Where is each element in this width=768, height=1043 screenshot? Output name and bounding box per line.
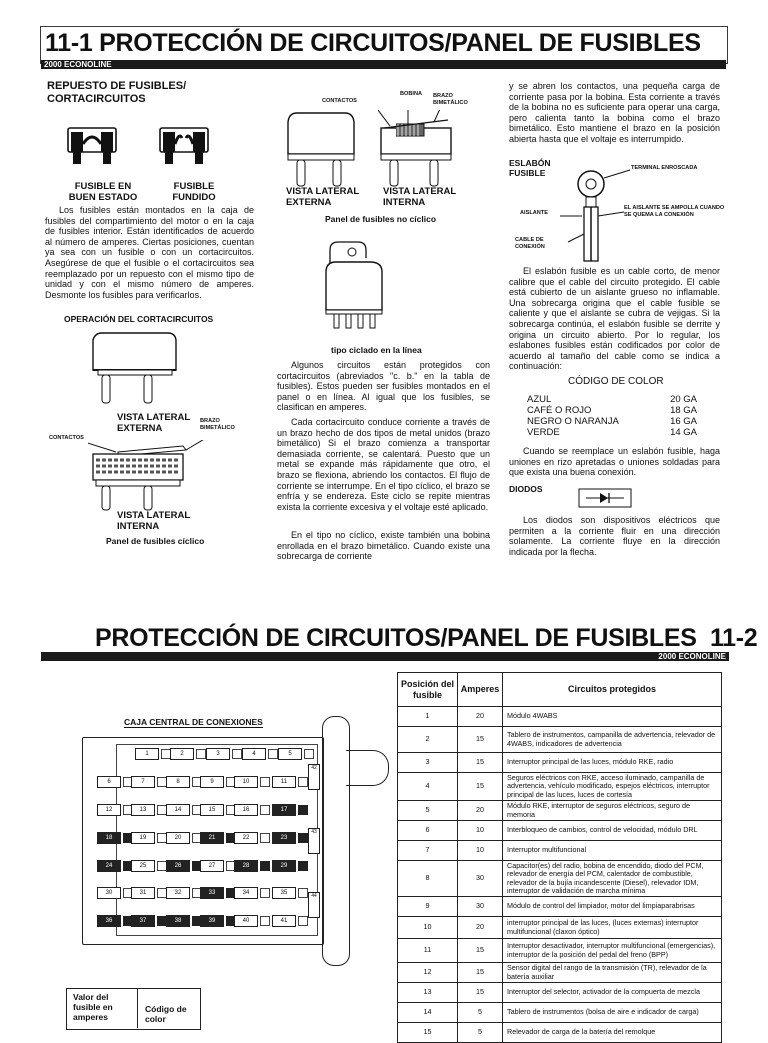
fuse-slot: 27: [200, 860, 224, 872]
fuse-circuits-cell: Relevador de carga de la batería del remolque: [503, 1023, 722, 1043]
fuse-slot: 41: [272, 915, 296, 927]
legend-divider: [137, 988, 138, 1028]
fuse-table-row: [398, 841, 722, 861]
fuse-amperes-cell: 15: [458, 983, 503, 1003]
fuse-slot: 37: [131, 915, 155, 927]
color-row: [524, 405, 700, 416]
fuse-slot: 24: [97, 860, 121, 872]
fuse-color-block: [268, 749, 278, 759]
fuse-circuits-cell: Módulo RKE, interruptor de seguros eléctricos, seguro de memoria: [503, 801, 722, 821]
color-name: VERDE: [527, 427, 560, 438]
fuse-replacement-heading: REPUESTO DE FUSIBLES/ CORTACIRCUITOS: [47, 80, 187, 105]
fuse-color-block: [304, 749, 314, 759]
fuse-color-block: [196, 749, 206, 759]
diodes-paragraph: Los diodos son dispositivos eléctricos que permiten a la corriente fluir en una dirección solamente. La corriente fluye en la dirección indicada por la flecha.: [509, 515, 720, 557]
color-row: [524, 416, 700, 427]
fuse-slot: 40: [234, 915, 258, 927]
fuse-color-block: [260, 916, 270, 926]
fuse-circuits-cell: Módulo 4WABS: [503, 707, 722, 727]
fuse-slot: 39: [200, 915, 224, 927]
fuse-amperes-cell: 30: [458, 897, 503, 917]
fuse-slot: 10: [234, 776, 258, 788]
fuse-position-cell: 11: [398, 939, 458, 963]
fuse-table-row: [398, 821, 722, 841]
fuse-amperes-cell: 20: [458, 917, 503, 939]
fuse-table-row: [398, 917, 722, 939]
header-circuits: Circuitos protegidos: [503, 673, 722, 707]
fuse-circuits-cell: Módulo de control del limpiador, motor del limpiaparabrisas: [503, 897, 722, 917]
fuse-circuits-cell: Interruptor del selector, activador de la compuerta de mezcla: [503, 983, 722, 1003]
fuse-amperes-cell: 10: [458, 841, 503, 861]
inline-breaker-illustration: [322, 238, 386, 330]
header-position: Posición del fusible: [398, 673, 458, 707]
fuse-table-row: [398, 1003, 722, 1023]
cyclic-ext-label: VISTA LATERAL EXTERNA: [117, 412, 191, 434]
blister-label: EL AISLANTE SE AMPOLLA CUANDO SE QUEMA LA CONEXIÓN: [624, 205, 725, 218]
noncyclic-contacts-label: CONTACTOS: [322, 98, 357, 104]
fuse-slot: 8: [166, 776, 190, 788]
cyclic-panel-caption: Panel de fusibles cíclico: [106, 536, 205, 546]
diodes-heading: DIODOS: [509, 484, 543, 494]
fuse-blown-label: FUSIBLE FUNDIDO: [172, 181, 216, 203]
fuse-circuits-cell: Interruptor principal de las luces, módulo RKE, radio: [503, 753, 722, 773]
fuse-color-block: [298, 916, 308, 926]
fuse-position-cell: 12: [398, 963, 458, 983]
fuse-amperes-cell: 15: [458, 963, 503, 983]
fuse-slot: 25: [131, 860, 155, 872]
fuse-slot: 14: [166, 804, 190, 816]
fuse-position-cell: 14: [398, 1003, 458, 1023]
fuse-table-row: [398, 801, 722, 821]
fuse-slot: 36: [97, 915, 121, 927]
color-name: CAFÉ O ROJO: [527, 405, 592, 416]
fuse-table-row: [398, 707, 722, 727]
fuse-slot: 21: [200, 832, 224, 844]
legend-amperes-label: Valor del fusible en amperes: [73, 992, 113, 1022]
fuse-table-row: [398, 861, 722, 897]
fuse-blown-illustration: [157, 126, 213, 166]
side-fuse-43: [308, 828, 320, 854]
fuse-slot: 15: [200, 804, 224, 816]
side-fuse-number: 42: [311, 765, 317, 771]
fuse-slot: 18: [97, 832, 121, 844]
fuse-slot: 11: [272, 776, 296, 788]
cable-label: CABLE DE CONEXIÓN: [515, 237, 545, 250]
fuse-slot: 34: [234, 887, 258, 899]
fuse-amperes-cell: 15: [458, 939, 503, 963]
noncyclic-internal-view: [378, 110, 454, 188]
fuse-circuits-cell: Interruptor desactivador, interruptor multifuncional (emergencias), interruptor de la posición del pedal del freno (BPP): [503, 939, 722, 963]
diode-symbol-icon: [578, 488, 632, 508]
fuse-position-cell: 8: [398, 861, 458, 897]
fuse-position-cell: 3: [398, 753, 458, 773]
fuse-position-cell: 5: [398, 801, 458, 821]
breaker-paragraph-1: Algunos circuitos están protegidos con cortacircuitos (abreviados "c. b." en la tabla de fusibles). Estos pueden ser fusibles montados en el panel o en línea. Al igual que los fusibles, se clasifican en amperes.: [277, 360, 490, 413]
fuse-color-block: [260, 805, 270, 815]
fuse-color-block: [298, 777, 308, 787]
fuse-table-header: [398, 673, 722, 707]
noncyclic-bimetal-label: BRAZO BIMETÁLICO: [433, 93, 468, 106]
fuse-slot: 26: [166, 860, 190, 872]
fuse-slot: 6: [97, 776, 121, 788]
fuse-amperes-cell: 10: [458, 821, 503, 841]
fuse-table-row: [398, 963, 722, 983]
fuse-amperes-cell: 15: [458, 773, 503, 801]
color-row: [524, 427, 700, 438]
cyclic-int-label: VISTA LATERAL INTERNA: [117, 510, 191, 532]
fuse-position-cell: 4: [398, 773, 458, 801]
color-code-heading: CÓDIGO DE COLOR: [568, 376, 664, 387]
fuse-table-row: [398, 897, 722, 917]
side-fuse-number: 43: [311, 829, 317, 835]
fuse-position-cell: 7: [398, 841, 458, 861]
coil-paragraph: y se abren los contactos, una pequeña carga de corriente pasa por la bobina. Esta corriente a través de la bobina no es suficiente para operar una carga, pero calienta tanto la bobina como el brazo bimetálico. Esto mantiene el brazo en la posición abierta hasta que el voltaje es interrumpido.: [509, 81, 720, 144]
fuse-slot: 30: [97, 887, 121, 899]
fuse-amperes-cell: 15: [458, 753, 503, 773]
fuse-slot: 5: [278, 748, 302, 760]
fuse-position-cell: 9: [398, 897, 458, 917]
color-gauge: 18 GA: [670, 405, 697, 416]
fuse-amperes-cell: 5: [458, 1023, 503, 1043]
fusible-link-paragraph: El eslabón fusible es un cable corto, de menor calibre que el cable del circuito protegido. El cable está cubierto de un aislante grueso no inflamable. Una sobrecarga origina que el cable fusible se caliente y que el aislante se cubra de vejigas. Si la sobrecarga continúa, el eslabón fusible se derrite y origina un circuito abierto. Por lo regular, los eslabones fusibles están codificados por color de acuerdo al tamaño del cable como se indica a continuación:: [509, 266, 720, 372]
fuse-color-block: [298, 833, 308, 843]
fuse-circuits-cell: Interruptor multifuncional: [503, 841, 722, 861]
breaker-paragraph-2: Cada cortacircuito conduce corriente a través de un brazo hecho de dos tipos de metal unidos (brazo bimetálico) Si el brazo comienza a transportar demasiada corriente, se calentará. Puesto que un metal se expande más rápidamente que otro, el brazo se flexiona, abriendo los contactos. El flujo de corriente se interrumpe. En el tipo cíclico, el brazo se enfría y se endereza. Este ciclo se repite mientras exista la corriente excesiva y el voltaje esté aplicado.: [277, 417, 490, 512]
fuse-color-block: [260, 777, 270, 787]
fuse-circuits-cell: Tablero de instrumentos (bolsa de aire e indicador de carga): [503, 1003, 722, 1023]
fuse-slot: 32: [166, 887, 190, 899]
fuse-table-row: [398, 983, 722, 1003]
fuse-color-block: [298, 861, 308, 871]
fuse-slot: 16: [234, 804, 258, 816]
junction-box-tab: [346, 750, 389, 786]
color-gauge: 14 GA: [670, 427, 697, 438]
cyclic-bimetal-label: BRAZO BIMETÁLICO: [200, 418, 235, 431]
fuse-slot: 29: [272, 860, 296, 872]
noncyclic-int-label: VISTA LATERAL INTERNA: [383, 186, 457, 208]
side-fuse-number: 44: [311, 893, 317, 899]
fuse-good-illustration: [65, 126, 121, 166]
fuse-replacement-paragraph: Los fusibles están montados en la caja de fusibles del compartimiento del motor o en la caja de fusibles interior. Están identificados de acuerdo al número de amperes. Ciertas posiciones, cuentan ya sea con un fusible o con un cortacircuitos. Asegúrese de que el fusible o el cortacircuitos sea reemplazado por un repuesto con el mismo tipo de unidad y con el mismo número de amperes. Desmonte los fusibles para verificarlos.: [45, 205, 254, 300]
fuse-slot: 35: [272, 887, 296, 899]
junction-box-heading: CAJA CENTRAL DE CONEXIONES: [124, 717, 263, 727]
fuse-slot: 4: [242, 748, 266, 760]
fuse-slot: 23: [272, 832, 296, 844]
fuse-table-row: [398, 727, 722, 753]
fuse-slot: 12: [97, 804, 121, 816]
fuse-position-cell: 10: [398, 917, 458, 939]
link-replacement-paragraph: Cuando se reemplace un eslabón fusible, haga uniones en rizo apretadas o uniones soldadas para que exista una buena conexión.: [509, 446, 720, 478]
color-gauge: 20 GA: [670, 394, 697, 405]
fuse-slot: 33: [200, 887, 224, 899]
color-name: NEGRO O NARANJA: [527, 416, 619, 427]
header-amperes: Amperes: [458, 673, 503, 707]
breaker-paragraph-3: En el tipo no cíclico, existe también una bobina enrollada en el brazo bimetálico. Cuando existe una sobrecarga de corriente: [277, 530, 490, 562]
inline-type-caption: tipo ciclado en la línea: [331, 345, 422, 355]
fuse-amperes-cell: 15: [458, 727, 503, 753]
fuse-color-block: [260, 861, 270, 871]
fuse-table: [397, 672, 722, 1043]
noncyclic-coil-label: BOBINA: [400, 91, 423, 97]
fuse-slot: 13: [131, 804, 155, 816]
noncyclic-ext-label: VISTA LATERAL EXTERNA: [286, 186, 360, 208]
fuse-table-row: [398, 939, 722, 963]
cyclic-contacts-label: CONTACTOS: [49, 435, 84, 441]
fuse-slot: 38: [166, 915, 190, 927]
fuse-circuits-cell: Seguros eléctricos con RKE, acceso iluminado, campanilla de advertencia, vehículo modificado, espejos eléctricos, interruptor principal de las luces, luces de cortesía: [503, 773, 722, 801]
legend-color-label: Código de color: [145, 1004, 187, 1024]
bottom-page-title: PROTECCIÓN DE CIRCUITOS/PANEL DE FUSIBLES 11-2: [95, 624, 758, 652]
color-code-table: [524, 394, 700, 438]
top-page-title: 11-1 PROTECCIÓN DE CIRCUITOS/PANEL DE FUSIBLES: [45, 29, 701, 57]
noncyclic-external-view: [285, 110, 357, 188]
fuse-slot: 20: [166, 832, 190, 844]
cyclic-internal-view: [88, 440, 208, 515]
side-fuse-44: [308, 892, 320, 918]
fuse-color-block: [260, 833, 270, 843]
fuse-slot: 22: [234, 832, 258, 844]
bottom-model-bar: 2000 ECONOLINE: [41, 652, 729, 661]
color-name: AZUL: [527, 394, 552, 405]
fuse-color-block: [232, 749, 242, 759]
fuse-slot: 19: [131, 832, 155, 844]
noncyclic-panel-caption: Panel de fusibles no cíclico: [325, 214, 437, 224]
fuse-position-cell: 2: [398, 727, 458, 753]
fuse-amperes-cell: 5: [458, 1003, 503, 1023]
fuse-circuits-cell: Interbloqueo de cambios, control de velocidad, módulo DRL: [503, 821, 722, 841]
fusible-link-heading: ESLABÓN FUSIBLE: [509, 158, 551, 178]
fuse-slot: 9: [200, 776, 224, 788]
fuse-slot: 2: [170, 748, 194, 760]
fuse-slot: 31: [131, 887, 155, 899]
fuse-slot: 28: [234, 860, 258, 872]
fuse-color-block: [260, 888, 270, 898]
fuse-slot: 3: [206, 748, 230, 760]
color-gauge: 16 GA: [670, 416, 697, 427]
fuse-amperes-cell: 30: [458, 861, 503, 897]
fuse-table-row: [398, 753, 722, 773]
fuse-position-cell: 13: [398, 983, 458, 1003]
fuse-table-row: [398, 1023, 722, 1043]
fuse-good-label: FUSIBLE EN BUEN ESTADO: [68, 181, 138, 203]
fuse-color-block: [298, 805, 308, 815]
fuse-slot: 17: [272, 804, 296, 816]
top-model-bar: 2000 ECONOLINE: [41, 60, 726, 69]
side-fuse-42: [308, 764, 320, 790]
fuse-slot: 1: [135, 748, 159, 760]
fuse-position-cell: 15: [398, 1023, 458, 1043]
fuse-table-row: [398, 773, 722, 801]
cyclic-external-view: [90, 330, 180, 410]
fuse-amperes-cell: 20: [458, 707, 503, 727]
terminal-label: TERMINAL ENROSCADA: [631, 165, 698, 171]
fuse-color-block: [298, 888, 308, 898]
fuse-position-cell: 6: [398, 821, 458, 841]
fuse-circuits-cell: Capacitor(es) del radio, bobina de encendido, diodo del PCM, relevador de energía del PCM, calentador de combustible, relevador de la bujía incandescente (Diesel), relevador IDM, interruptor de validación de marcha mínima: [503, 861, 722, 897]
color-row: [524, 394, 700, 405]
insulator-label: AISLANTE: [520, 210, 548, 216]
fuse-circuits-cell: interruptor principal de las luces, (luces externas) interruptor multifuncional (claxon óptico): [503, 917, 722, 939]
fuse-circuits-cell: Tablero de instrumentos, campanilla de advertencia, relevador de 4WABS, indicadores de advertencia: [503, 727, 722, 753]
fuse-circuits-cell: Sensor digital del rango de la transmisión (TR), relevador de la batería auxiliar: [503, 963, 722, 983]
fuse-amperes-cell: 20: [458, 801, 503, 821]
fuse-slot: 7: [131, 776, 155, 788]
fuse-position-cell: 1: [398, 707, 458, 727]
breaker-operation-heading: OPERACIÓN DEL CORTACIRCUITOS: [64, 314, 214, 324]
